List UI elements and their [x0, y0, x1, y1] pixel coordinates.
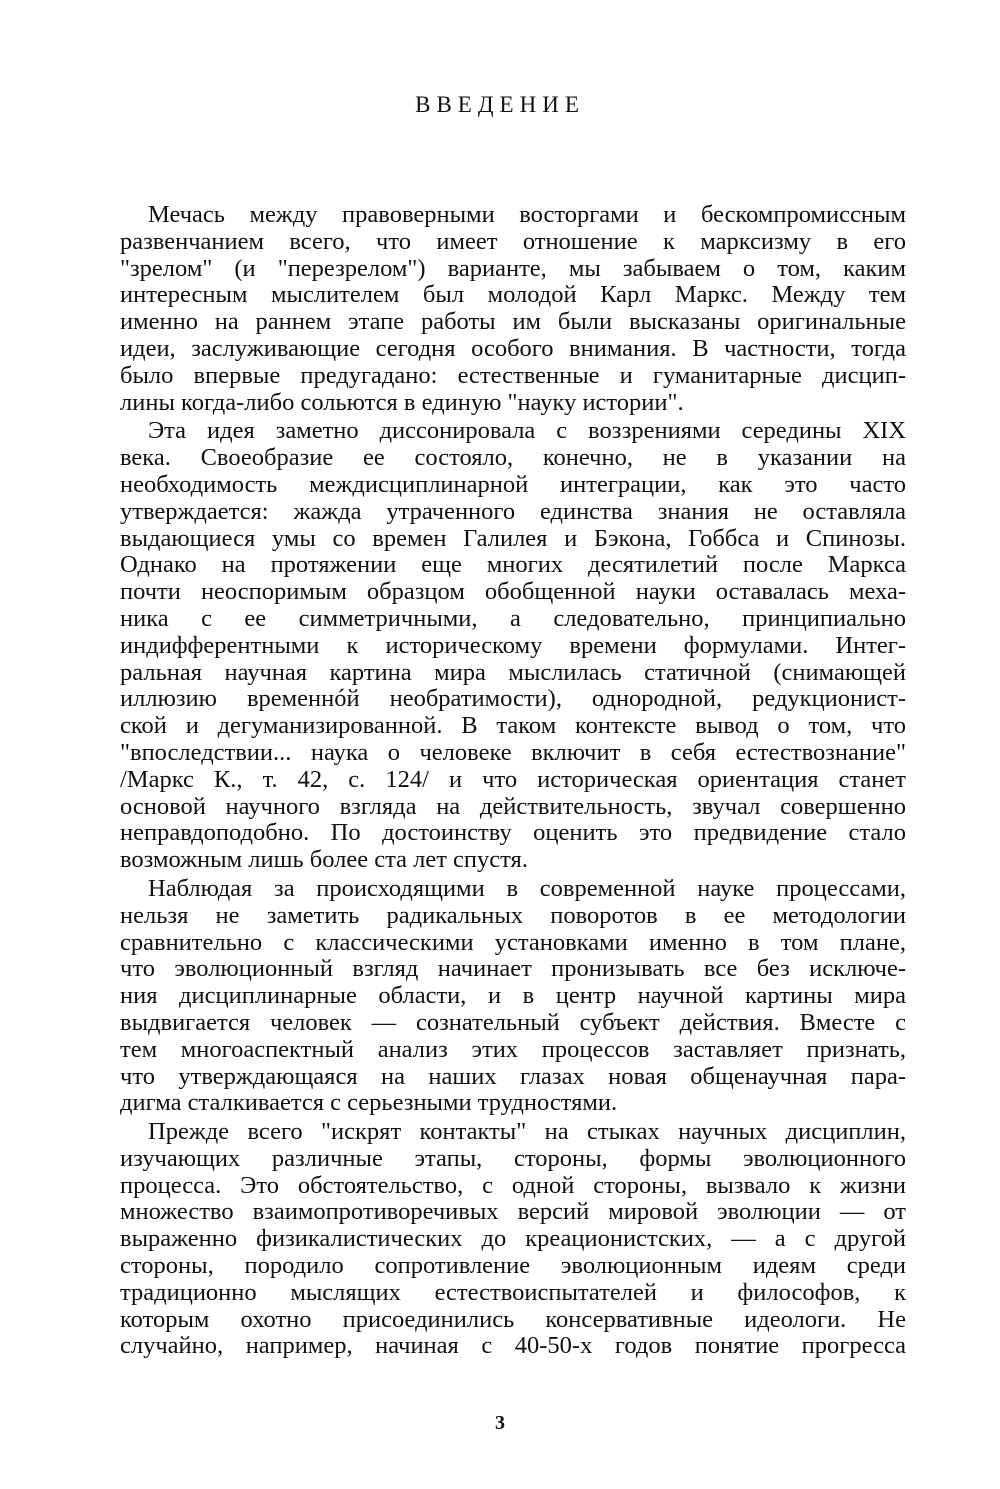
text-line: сравнительно с классическими установками именно в том плане,: [120, 928, 906, 956]
text-line: возможным лишь более ста лет спустя.: [120, 846, 528, 874]
text-line: выраженно физикалистических до креационистских, — а с другой: [120, 1225, 906, 1253]
paragraph: [120, 418, 906, 874]
text-line: дигма сталкивается с серьезными трудностями.: [120, 1089, 618, 1117]
text-line: выдающиеся умы со времен Галилея и Бэкона, Гоббса и Спинозы.: [120, 524, 906, 552]
text-line: ской и дегуманизированной. В таком контексте вывод о том, что: [120, 712, 906, 740]
text-line: необходимость междисциплинарной интеграции, как это часто: [120, 470, 906, 498]
text-line: именно на раннем этапе работы им были высказаны оригинальные: [120, 308, 906, 336]
text-line: традиционно мыслящих естествоиспытателей и философов, к: [120, 1278, 906, 1306]
text-line: Прежде всего "искрят контакты" на стыках научных дисциплин,: [148, 1118, 906, 1146]
text-line: лины когда-либо сольются в единую "науку истории".: [120, 388, 684, 416]
text-line: неправдоподобно. По достоинству оценить это предвидение стало: [120, 819, 906, 847]
text-line: случайно, например, начиная с 40-50-х годов понятие прогресса: [120, 1332, 906, 1360]
chapter-heading: ВВЕДЕНИЕ: [415, 92, 585, 117]
body-text: [120, 202, 906, 1362]
paragraph: [120, 1119, 906, 1360]
text-line: почти неоспоримым образцом обобщенной науки оставалась меха-: [120, 578, 906, 606]
text-line: Однако на протяжении еще многих десятилетий после Маркса: [120, 551, 906, 579]
text-line: Эта идея заметно диссонировала с воззрениями середины XIX: [148, 417, 906, 445]
text-line: интересным мыслителем был молодой Карл Маркс. Между тем: [120, 281, 906, 309]
text-line: изучающих различные этапы, стороны, формы эволюционного: [120, 1144, 906, 1172]
text-line: "зрелом" (и "перезрелом") варианте, мы забываем о том, каким: [120, 254, 906, 282]
text-line: идеи, заслуживающие сегодня особого внимания. В частности, тогда: [120, 334, 906, 362]
text-line: Наблюдая за происходящими в современной науке процессами,: [148, 874, 906, 902]
text-line: множество взаимопротиворечивых версий мировой эволюции — от: [120, 1198, 906, 1226]
text-line: что эволюционный взгляд начинает пронизывать все без исключе-: [120, 955, 906, 983]
text-line: "впоследствии... наука о человеке включит в себя естествознание": [120, 738, 906, 766]
page-number: 3: [495, 1412, 505, 1434]
paragraph: [120, 876, 906, 1117]
text-line: нельзя не заметить радикальных поворотов в ее методологии: [120, 901, 906, 929]
text-line: утверждается: жажда утраченного единства знания не оставляла: [120, 497, 906, 525]
text-line: иллюзию временнóй необратимости), однородной, редукционист-: [120, 685, 906, 713]
text-line: индифферентными к историческому времени формулами. Интег-: [120, 631, 906, 659]
text-line: ральная научная картина мира мыслилась статичной (снимающей: [120, 658, 906, 686]
text-line: ника с ее симметричными, а следовательно, принципиально: [120, 604, 906, 632]
text-line: стороны, породило сопротивление эволюционным идеям среди: [120, 1252, 906, 1280]
text-line: процесса. Это обстоятельство, с одной стороны, вызвало к жизни: [120, 1171, 906, 1199]
text-line: выдвигается человек — сознательный субъект действия. Вместе с: [120, 1008, 906, 1036]
text-line: Мечась между правоверными восторгами и бескомпромиссным: [148, 201, 906, 228]
text-line: века. Своеобразие ее состояло, конечно, не в указании на: [120, 444, 906, 472]
text-line: развенчанием всего, что имеет отношение к марксизму в его: [120, 227, 906, 255]
text-line: тем многоаспектный анализ этих процессов заставляет признать,: [120, 1035, 906, 1063]
text-line: /Маркс К., т. 42, с. 124/ и что историческая ориентация станет: [120, 765, 906, 793]
text-line: которым охотно присоединились консервативные идеологи. Не: [120, 1305, 906, 1333]
paragraph: [120, 202, 906, 416]
text-line: основой научного взгляда на действительность, звучал совершенно: [120, 792, 906, 820]
text-line: было впервые предугадано: естественные и гуманитарные дисцип-: [120, 361, 906, 389]
text-line: что утверждающаяся на наших глазах новая общенаучная пара-: [120, 1062, 906, 1090]
text-line: ния дисциплинарные области, и в центр научной картины мира: [120, 982, 906, 1010]
